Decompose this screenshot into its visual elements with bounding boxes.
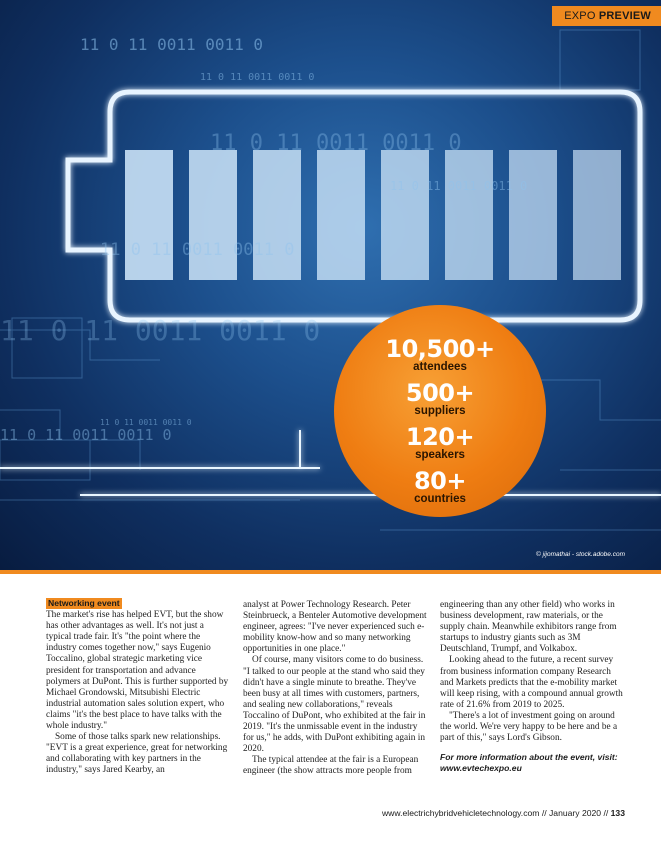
badge-light: EXPO bbox=[564, 10, 596, 22]
divider-stripe bbox=[0, 570, 661, 574]
binary-text: 11 0 11 0011 0011 0 bbox=[100, 240, 295, 260]
battery-cell bbox=[381, 150, 429, 280]
section-badge bbox=[552, 6, 661, 26]
stat-suppliers bbox=[334, 381, 546, 418]
battery-cell bbox=[445, 150, 493, 280]
paragraph: The market's rise has helped EVT, but the show has other advantages as well. It's not just a typical trade fair. It's "the point where the industry comes together now," says Eugenio Toccalino, global strategic marketing vice president for transportation and advance polymers at DuPont. This is further supported by Michael Grondowski, Mitsubishi Electric industrial automation sales solution expert, who claims "it's the best place to have talks with the whole industry." bbox=[46, 610, 229, 732]
battery-cell bbox=[189, 150, 237, 280]
article-column-1 bbox=[46, 598, 230, 777]
stat-number: 500+ bbox=[405, 379, 475, 407]
stat-number: 120+ bbox=[405, 423, 475, 451]
footer-url[interactable]: www.electrichybridvehicletechnology.com bbox=[381, 808, 540, 818]
article-column-3 bbox=[440, 600, 624, 773]
stat-label: attendees bbox=[413, 361, 467, 373]
paragraph: "There's a lot of investment going on around the world. We're very happy to be here and be a part of this," says Lord's Gibson. bbox=[440, 710, 618, 744]
paragraph: The typical attendee at the fair is a European engineer (the show attracts more people from bbox=[243, 755, 419, 777]
badge-bold: PREVIEW bbox=[598, 10, 651, 22]
paragraph: Some of those talks spark new relationships. "EVT is a great experience, great for networking and collaborating with key partners in the industry," says Jared Kearby, an bbox=[46, 732, 228, 776]
battery-cell bbox=[253, 150, 301, 280]
footer-separator: // bbox=[541, 808, 547, 818]
battery-cell bbox=[573, 150, 621, 280]
binary-text: 11 0 11 0011 0011 0 bbox=[0, 426, 172, 444]
binary-text: 11 0 11 0011 0011 0 bbox=[0, 314, 321, 347]
binary-text: 11 0 11 0011 0011 0 bbox=[80, 35, 264, 54]
stat-label: speakers bbox=[415, 449, 465, 461]
page-number: 133 bbox=[610, 808, 625, 818]
subhead: Networking event bbox=[48, 598, 120, 608]
paragraph: engineering than any other field) who works in business development, raw materials, or the supply chain. Meanwhile exhibitors range from startups to industry giants such as 3M Deutschland, Trumpf, and Volkabox. bbox=[440, 600, 617, 655]
stat-number: 80+ bbox=[413, 467, 466, 495]
stat-attendees bbox=[334, 337, 546, 374]
footer-separator: // bbox=[603, 808, 609, 818]
battery-cells bbox=[125, 150, 621, 280]
binary-text: 11 0 11 0011 0011 0 bbox=[100, 418, 192, 427]
stat-label: countries bbox=[414, 493, 466, 505]
more-info-link[interactable]: For more information about the event, visit: www.evtechexpo.eu bbox=[440, 752, 618, 773]
paragraph: Of course, many visitors come to do business. "I talked to our people at the stand who said they didn't have a single minute to breathe. They've been busy at all times with customers, partners, and sealing new collaborations," reveals Toccalino of DuPont, who exhibited at the fair in 2019. "It's the unmissable event in the industry for us," he adds, with DuPont exhibiting again in 2020. bbox=[243, 655, 426, 755]
stat-countries bbox=[334, 469, 546, 506]
stat-speakers bbox=[334, 425, 546, 462]
binary-text: 11 0 11 0011 0011 0 bbox=[390, 179, 528, 193]
page-footer bbox=[382, 808, 625, 818]
paragraph: analyst at Power Technology Research. Peter Steinbrueck, a Benteler Automotive development engineer, agrees: "I've never experienced such e-mobility know-how and so many networking opportunities in one place." bbox=[243, 600, 427, 655]
stat-label: suppliers bbox=[414, 405, 466, 417]
stat-number: 10,500+ bbox=[385, 335, 495, 363]
footer-date: January 2020 bbox=[549, 808, 602, 818]
photo-credit: © jijomathai - stock.adobe.com bbox=[536, 551, 625, 558]
battery-cell bbox=[317, 150, 365, 280]
battery-cell bbox=[509, 150, 557, 280]
battery-cell bbox=[125, 150, 173, 280]
paragraph: Looking ahead to the future, a recent survey from business information company Research and Markets predicts that the e-mobility market will keep rising, with a compound annual growth rate of 21.6% from 2019 to 2025. bbox=[440, 655, 623, 710]
stats-circle bbox=[334, 305, 546, 517]
binary-text: 11 0 11 0011 0011 0 bbox=[200, 72, 315, 83]
binary-text: 11 0 11 0011 0011 0 bbox=[210, 131, 462, 156]
article-column-2 bbox=[243, 600, 427, 778]
